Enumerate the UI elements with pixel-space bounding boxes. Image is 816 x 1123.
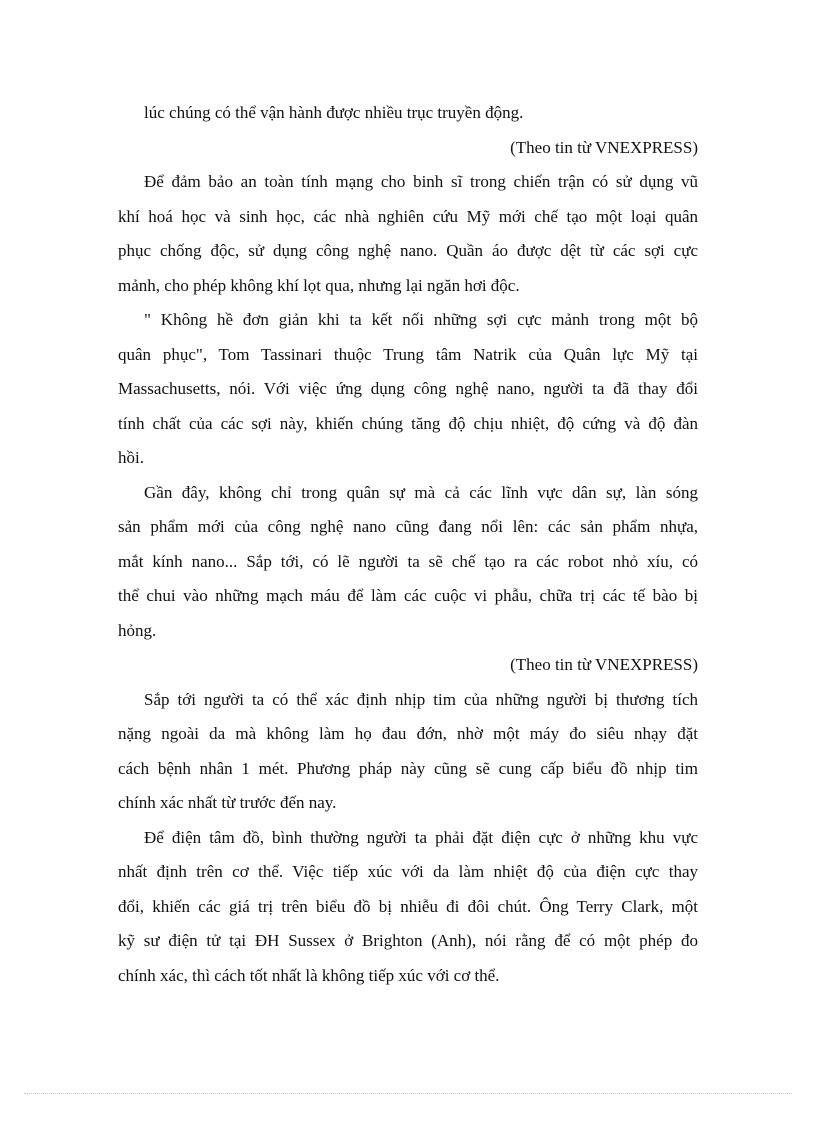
paragraph-line: tính chất của các sợi này, khiến chúng tăng độ chịu nhiệt, độ cứng và độ đàn — [118, 413, 698, 433]
paragraph-line: Để điện tâm đồ, bình thường người ta phải đặt điện cực ở những khu vực — [144, 827, 698, 847]
document-body — [118, 96, 698, 993]
source-citation: (Theo tin từ VNEXPRESS) — [510, 655, 698, 674]
paragraph-line: nhất định trên cơ thể. Việc tiếp xúc với da làm nhiệt độ của điện cực thay — [118, 862, 698, 881]
paragraph-line: " Không hề đơn giản khi ta kết nối những sợi cực mảnh trong một bộ — [144, 310, 698, 329]
footer-divider — [24, 1093, 792, 1094]
paragraph-line: phục chống độc, sử dụng công nghệ nano. Quần áo được dệt từ các sợi cực — [118, 241, 698, 260]
paragraph-line: cách bệnh nhân 1 mét. Phương pháp này cũng sẽ cung cấp biểu đồ nhịp tim — [118, 758, 698, 778]
paragraph-line: mảnh, cho phép không khí lọt qua, nhưng lại ngăn hơi độc. — [118, 275, 520, 295]
paragraph-line: mắt kính nano... Sắp tới, có lẽ người ta sẽ chế tạo ra các robot nhỏ xíu, có — [118, 551, 698, 571]
paragraph-line: nặng ngoài da mà không làm họ đau đớn, nhờ một máy đo siêu nhạy đặt — [118, 724, 698, 743]
paragraph-line: Gần đây, không chỉ trong quân sự mà cả các lĩnh vực dân sự, làn sóng — [144, 482, 698, 502]
paragraph-line: Để đảm bảo an toàn tính mạng cho binh sĩ trong chiến trận có sử dụng vũ — [144, 172, 698, 191]
paragraph-line: chính xác nhất từ trước đến nay. — [118, 793, 337, 812]
paragraph-line: kỹ sư điện tử tại ĐH Sussex ở Brighton (Anh), nói rằng để có một phép đo — [118, 931, 698, 950]
source-citation: (Theo tin từ VNEXPRESS) — [510, 137, 698, 157]
paragraph-line: lúc chúng có thể vận hành được nhiều trục truyền động. — [144, 103, 524, 122]
paragraph-line: Massachusetts, nói. Với việc ứng dụng công nghệ nano, người ta đã thay đổi — [118, 379, 698, 398]
paragraph-line: hồi. — [118, 448, 144, 467]
paragraph-line: khí hoá học và sinh học, các nhà nghiên cứu Mỹ mới chế tạo một loại quân — [118, 206, 698, 226]
paragraph-line: Sắp tới người ta có thể xác định nhịp tim của những người bị thương tích — [144, 689, 698, 709]
paragraph-line: sản phẩm mới của công nghệ nano cũng đang nổi lên: các sản phẩm nhựa, — [118, 517, 698, 536]
paragraph-line: thể chui vào những mạch máu để làm các cuộc vi phẫu, chữa trị các tế bào bị — [118, 586, 698, 605]
paragraph-line: hỏng. — [118, 620, 157, 640]
paragraph-line: chính xác, thì cách tốt nhất là không tiếp xúc với cơ thể. — [118, 965, 500, 985]
paragraph-line: đổi, khiến các giá trị trên biểu đồ bị nhiễu đi đôi chút. Ông Terry Clark, một — [118, 896, 698, 916]
paragraph-line: quân phục", Tom Tassinari thuộc Trung tâm Natrik của Quân lực Mỹ tại — [118, 344, 698, 364]
